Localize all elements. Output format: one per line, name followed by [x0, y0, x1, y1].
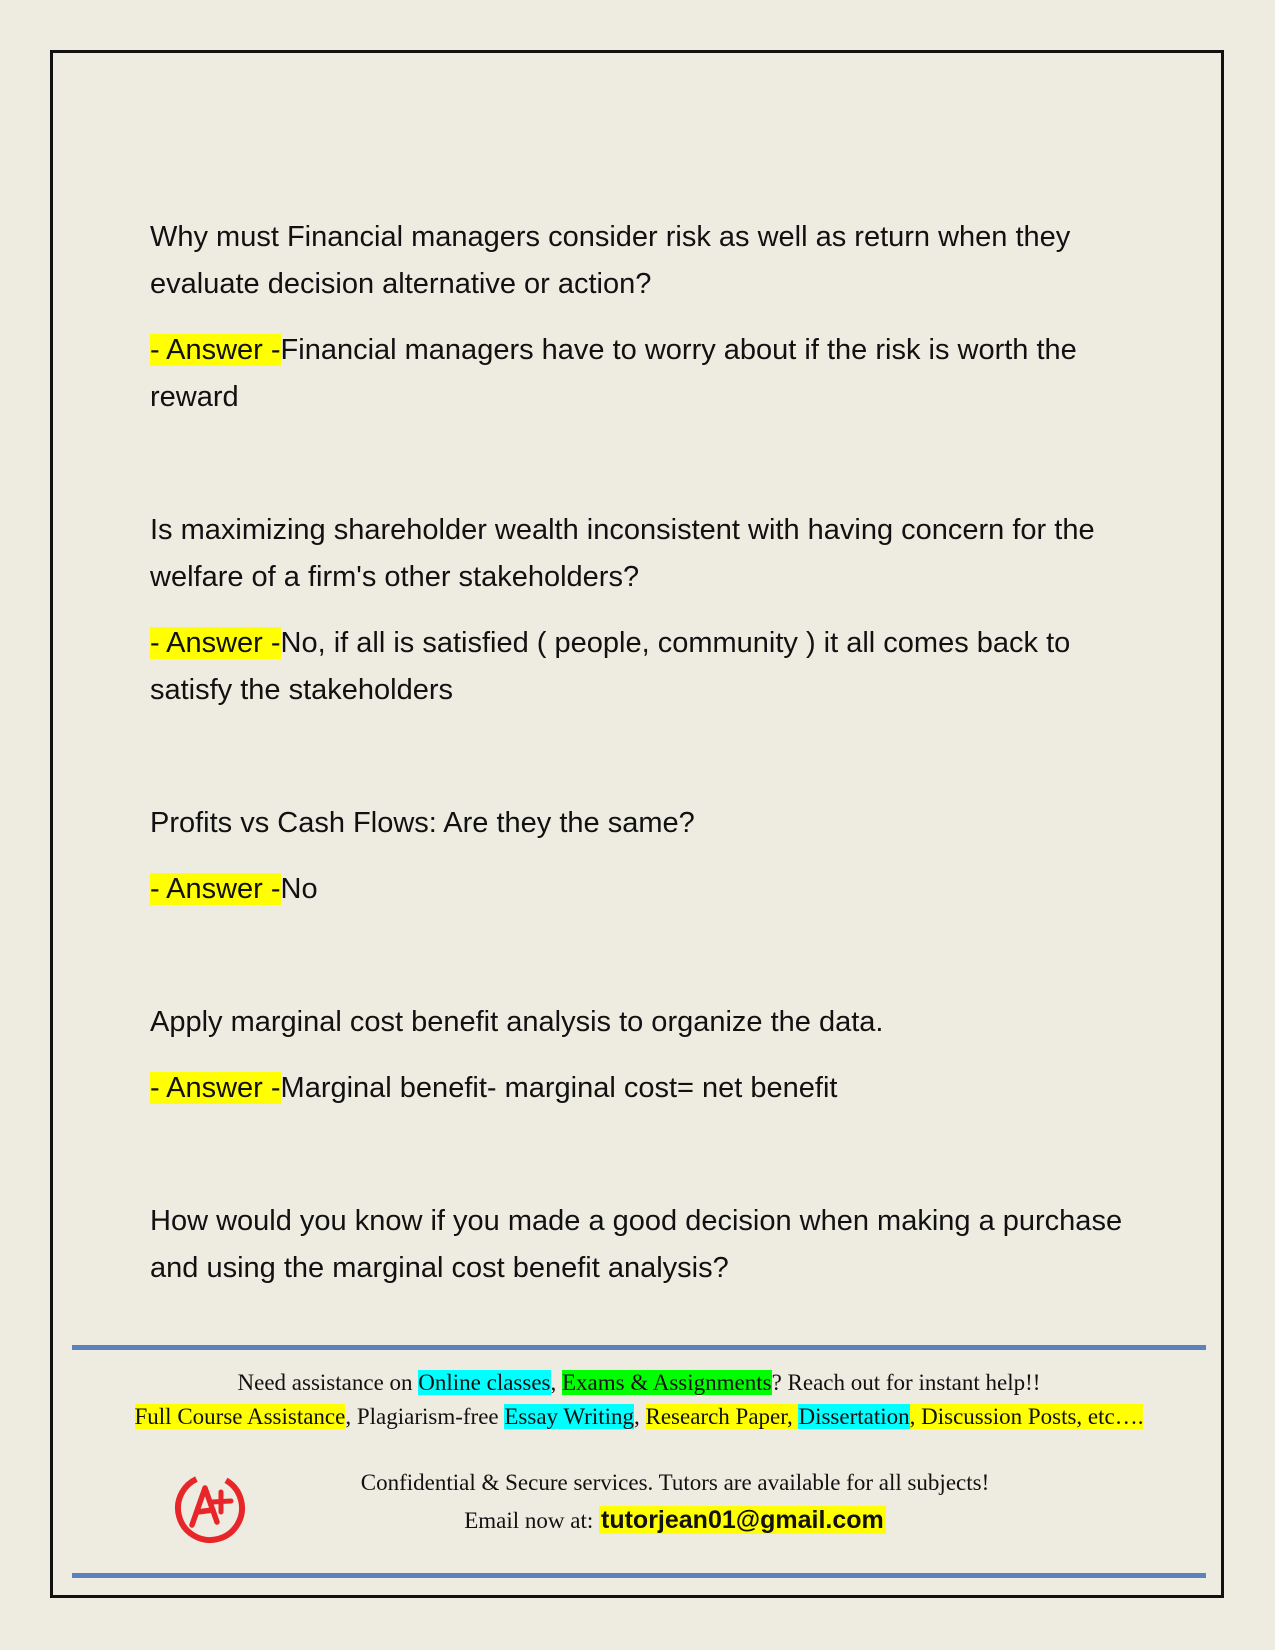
- email-prefix: Email now at:: [464, 1508, 599, 1533]
- a-plus-logo-icon: [172, 1470, 248, 1546]
- answer-text: No, if all is satisfied ( people, community ) it all comes back to satisfy the stakeholders: [150, 627, 1071, 706]
- qa-content: [150, 214, 1140, 1292]
- footer-text: ,: [634, 1404, 646, 1429]
- question-4: Apply marginal cost benefit analysis to organize the data.: [150, 1006, 884, 1038]
- answer-4: [150, 1065, 1140, 1112]
- qa-item-5: [150, 1198, 1140, 1292]
- answer-label: - Answer -: [150, 873, 281, 905]
- footer-text: ? Reach out for instant help!!: [771, 1370, 1041, 1395]
- footer-line-1: [72, 1368, 1206, 1398]
- qa-item-3: [150, 800, 1140, 913]
- qa-item-4: [150, 999, 1140, 1112]
- question-3: Profits vs Cash Flows: Are they the same?: [150, 807, 695, 839]
- answer-label: - Answer -: [150, 1072, 281, 1104]
- footer-line-2: [72, 1402, 1206, 1432]
- answer-text: Marginal benefit- marginal cost= net benefit: [280, 1072, 838, 1104]
- essay-highlight: Essay Writing: [504, 1404, 634, 1429]
- qa-item-1: [150, 214, 1140, 421]
- answer-text: No: [280, 873, 318, 905]
- email-link[interactable]: tutorjean01@gmail.com: [601, 1506, 884, 1534]
- answer-1: [150, 327, 1140, 421]
- exams-highlight: Exams & Assignments: [562, 1370, 772, 1395]
- research-highlight: Research Paper,: [645, 1404, 799, 1429]
- answer-2: [150, 620, 1140, 714]
- answer-label: - Answer -: [150, 627, 281, 659]
- online-classes-highlight: Online classes: [418, 1370, 551, 1395]
- question-5: How would you know if you made a good decision when making a purchase and using the marginal cost benefit analysis?: [150, 1205, 1123, 1284]
- answer-3: [150, 866, 1140, 913]
- footer-text: Need assistance on: [237, 1370, 419, 1395]
- footer-text: ,: [550, 1370, 562, 1395]
- qa-item-2: [150, 507, 1140, 714]
- footer-divider-top: [72, 1345, 1206, 1350]
- answer-text: Financial managers have to worry about if the risk is worth the reward: [150, 334, 1077, 413]
- footer-line-3: Confidential & Secure services. Tutors are available for all subjects!: [360, 1470, 990, 1495]
- full-course-highlight: Full Course Assistance: [134, 1404, 346, 1429]
- footer-divider-bottom: [72, 1573, 1206, 1578]
- answer-label: - Answer -: [150, 334, 281, 366]
- discussion-highlight: , Discussion Posts, etc….: [909, 1404, 1144, 1429]
- footer-text: , Plagiarism-free: [345, 1404, 505, 1429]
- dissertation-highlight: Dissertation: [798, 1404, 910, 1429]
- footer-line-4: [250, 1505, 1100, 1536]
- question-2: Is maximizing shareholder wealth inconsistent with having concern for the welfare of a firm's other stakeholders?: [150, 514, 1095, 593]
- question-1: Why must Financial managers consider risk as well as return when they evaluate decision alternative or action?: [150, 221, 1071, 300]
